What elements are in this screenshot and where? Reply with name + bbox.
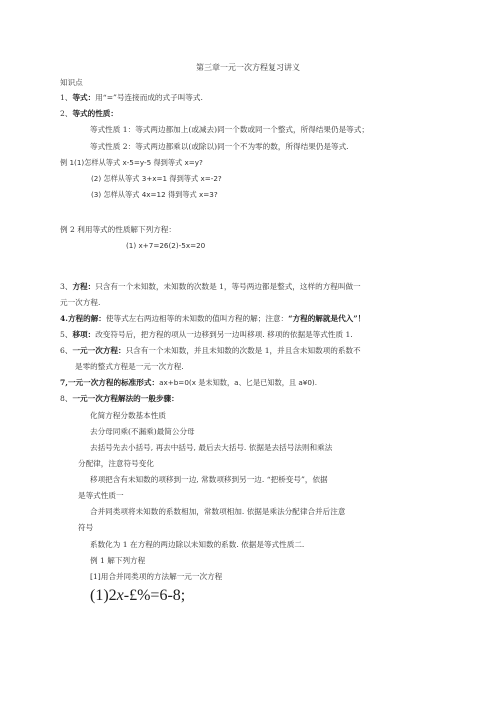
item-linear-equation	[60, 281, 361, 292]
item-term: 一元一次方程：	[72, 346, 126, 355]
step-brackets: 去括号先去小括号, 再去中括号, 最后去大括号. 依据是去括号法则和乘法	[90, 443, 333, 452]
example-2: 例 2 利用等式的性质解下列方程：	[60, 225, 176, 234]
step-combine-cont: 符号	[78, 523, 94, 532]
item-term: 一元一次方程的标准形式：	[67, 378, 160, 387]
item-term: 等式：	[72, 93, 96, 102]
item-text: 用“=”号连接而成的式子叫等式.	[95, 93, 203, 102]
item-solution	[60, 313, 365, 324]
step-denominators: 去分母同乘(不漏乘)最简公分母	[90, 427, 195, 436]
property-2: 等式性质 2：等式两边都乘以(或除以)同一个不为零的数，所得结果仍是等式.	[90, 142, 349, 151]
item-number: 3、	[60, 282, 73, 291]
section-heading: 知识点	[60, 78, 83, 87]
item-number: 6、	[60, 346, 73, 355]
example-1-q3: (3) 怎样从等式 4x=12 得到等式 x=3?	[91, 190, 218, 199]
item-number: 8、	[60, 394, 73, 403]
item-linear-equation-cont: 元一次方程.	[60, 298, 101, 307]
item-number: 4.	[60, 314, 68, 323]
item-one-variable-equation-cont: 是零的整式方程是一元一次方程.	[75, 362, 184, 371]
property-1: 等式性质 1：等式两边都加上(或减去)同一个数或同一个整式，所得结果仍是等式；	[90, 125, 369, 134]
step-coefficient: 系数化为 1 在方程的两边除以未知数的系数. 依据是等式性质二.	[90, 540, 305, 549]
item-text: ax+b=0(x 是未知数，a、匕是已知数，且 a¥0).	[159, 378, 318, 387]
item-text: 只含有一个未知数，并且未知数的次数是 1，并且含未知数项的系数不	[125, 346, 361, 355]
item-transposition	[60, 329, 353, 340]
item-number: 1、	[60, 93, 73, 102]
step-brackets-cont: 分配律，注意符号变化	[78, 459, 154, 468]
item-number: 7,	[60, 378, 68, 387]
item-term: 方程：	[72, 282, 96, 291]
item-standard-form	[60, 377, 317, 388]
item-solving-steps	[60, 393, 179, 404]
item-term: 移项：	[72, 330, 96, 339]
example-3-part-1: [1]用合并同类项的方法解一元一次方程	[90, 572, 223, 581]
equation-display	[90, 586, 185, 606]
item-emphasis: “方程的解就是代入”！	[288, 314, 366, 323]
step-combine: 合并同类项将未知数的系数相加，常数项相加. 依据是乘法分配律合并后注意	[90, 507, 346, 516]
item-term: 等式的性质：	[72, 109, 118, 118]
step-transpose: 移项把含有未知数的项移到一边, 常数项移到另一边. “把桥变号”，依据	[90, 475, 328, 484]
item-number: 5、	[60, 330, 73, 339]
equation-variable: x	[116, 587, 124, 604]
example-3: 例 1 解下列方程	[90, 556, 146, 565]
equation-part: -£%=6-8;	[123, 587, 186, 604]
step-transpose-cont: 是等式性质一	[78, 491, 124, 500]
item-equality	[60, 92, 203, 103]
item-text: 使等式左右两边相等的未知数的值叫方程的解；注意：	[105, 314, 289, 323]
item-term: 一元一次方程解法的一般步骤：	[72, 394, 179, 403]
example-1-q1: 例 1(1)怎样从等式 x-5=y-5 得到等式 x=y?	[60, 158, 203, 167]
item-term: 方程的解：	[67, 314, 106, 323]
equation-part: (1)2	[90, 587, 117, 604]
doc-title: 第三章一元一次方程复习讲义	[196, 63, 300, 72]
step-simplify: 化简方程分数基本性质	[90, 411, 166, 420]
item-text: 只含有一个未知数，未知数的次数是 1，等号两边都是整式，这样的方程叫做一	[95, 282, 361, 291]
example-2-equations: (1) x+7=26(2)-5x=20	[126, 241, 206, 250]
example-1-q2: (2) 怎样从等式 3+x=1 得到等式 x=-2?	[91, 174, 222, 183]
item-text: 改变符号后，把方程的项从一边移到另一边叫移项. 移项的依据是等式性质 1.	[95, 330, 353, 339]
item-one-variable-equation	[60, 345, 361, 356]
item-equality-properties	[60, 108, 118, 119]
item-number: 2、	[60, 109, 73, 118]
